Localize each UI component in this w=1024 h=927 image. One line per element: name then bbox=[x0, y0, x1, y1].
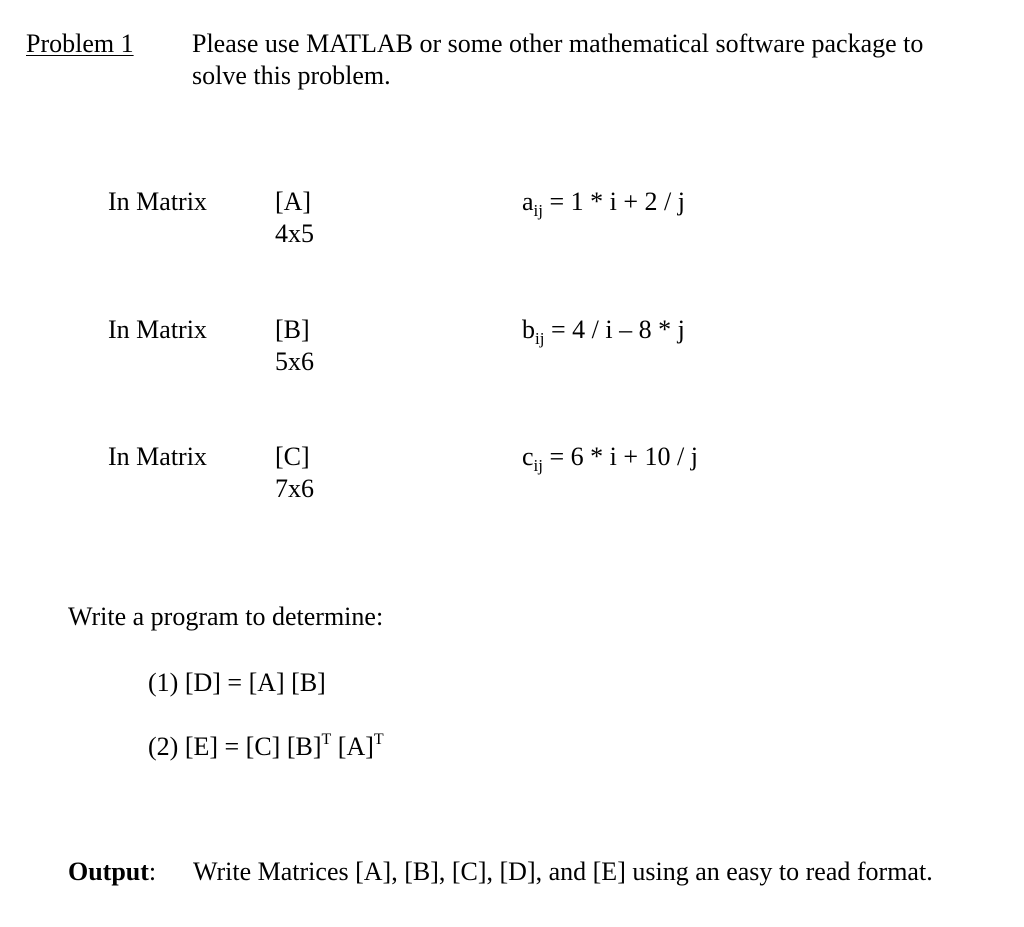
matrix-b-formula-rhs: = 4 / i – 8 * j bbox=[544, 315, 685, 344]
matrix-c-formula-rhs: = 6 * i + 10 / j bbox=[543, 442, 698, 471]
matrix-c-formula-sub: ij bbox=[533, 456, 543, 475]
matrix-b-formula-var: b bbox=[522, 315, 535, 344]
matrix-b-name: [B] bbox=[275, 315, 310, 344]
output-label-colon: : bbox=[148, 857, 157, 886]
program-task-2 bbox=[148, 731, 384, 763]
matrix-a-formula bbox=[522, 186, 685, 218]
problem-intro-line-2: solve this problem. bbox=[192, 61, 391, 90]
matrix-b-dims: 5x6 bbox=[275, 347, 314, 376]
matrix-a-dims: 4x5 bbox=[275, 219, 314, 248]
matrix-a-prefix: In Matrix bbox=[108, 187, 207, 216]
matrix-b-formula-sub: ij bbox=[535, 329, 545, 348]
matrix-a-formula-rhs: = 1 * i + 2 / j bbox=[543, 187, 685, 216]
matrix-c-dims: 7x6 bbox=[275, 474, 314, 503]
program-task-1: (1) [D] = [A] [B] bbox=[148, 668, 326, 697]
program-task-2-part-1: (2) [E] = [C] [B] bbox=[148, 732, 322, 761]
problem-intro bbox=[192, 28, 992, 92]
matrix-c-formula-var: c bbox=[522, 442, 534, 471]
matrix-b-formula bbox=[522, 314, 685, 346]
matrix-a-formula-sub: ij bbox=[533, 201, 543, 220]
output-text: Write Matrices [A], [B], [C], [D], and [E] using an easy to read format. bbox=[193, 857, 933, 886]
matrix-a-name: [A] bbox=[275, 187, 312, 216]
program-heading: Write a program to determine: bbox=[68, 602, 384, 631]
program-task-2-sup-1: T bbox=[321, 731, 332, 748]
problem-intro-line-1: Please use MATLAB or some other mathematical software package to bbox=[192, 29, 924, 58]
matrix-b-prefix: In Matrix bbox=[108, 315, 207, 344]
matrix-c-name: [C] bbox=[275, 442, 310, 471]
matrix-a-formula-var: a bbox=[522, 187, 534, 216]
program-task-2-part-2: [A] bbox=[331, 732, 374, 761]
problem-label: Problem 1 bbox=[26, 29, 134, 58]
output-label-text: Output bbox=[68, 857, 149, 886]
program-task-2-sup-2: T bbox=[373, 731, 384, 748]
output-label bbox=[68, 856, 156, 888]
matrix-c-prefix: In Matrix bbox=[108, 442, 207, 471]
matrix-c-formula bbox=[522, 441, 698, 473]
